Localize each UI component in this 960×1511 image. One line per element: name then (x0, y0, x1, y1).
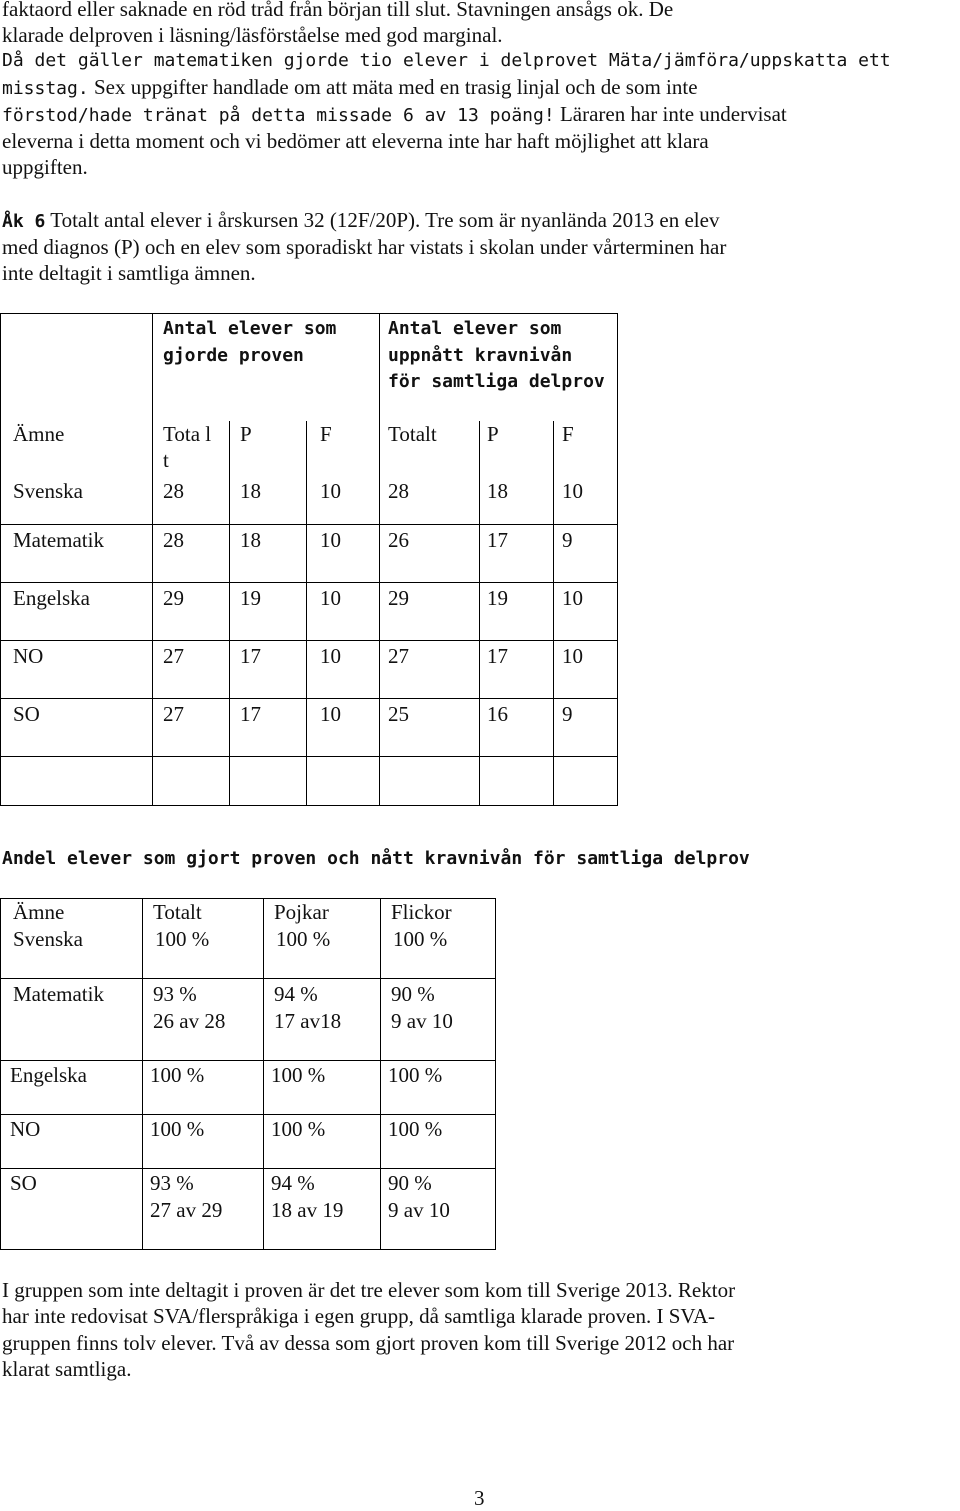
intro-line: klarade delproven i läsning/läsförståelse med god marginal. (2, 23, 503, 47)
table-row: Engelska 100 % 100 % 100 % (1, 1061, 496, 1115)
intro-line: uppgiften. (2, 155, 88, 179)
col-header-f2: F (554, 421, 618, 478)
table-row: NO 27 17 10 27 17 10 (1, 641, 618, 699)
intro-line: misstag. Sex uppgifter handlade om att mäta med en trasig linjal och de som inte (2, 75, 698, 99)
ak6-label: Åk 6 (2, 211, 46, 232)
share-table (0, 898, 496, 1250)
section-heading: Andel elever som gjort proven och nått kravnivån för samtliga delprov (2, 848, 750, 869)
table-row: NO 100 % 100 % 100 % (1, 1115, 496, 1169)
table-row: Svenska 100 % 100 % 100 % (1, 926, 496, 979)
intro-line: förstod/hade tränat på detta missade 6 av 13 poäng! Läraren har inte undervisat (2, 102, 787, 126)
page-number: 3 (474, 1486, 485, 1510)
intro-line: faktaord eller saknade en röd tråd från början till slut. Stavningen ansågs ok. De (2, 0, 674, 21)
col-header-girls: Flickor (381, 899, 496, 926)
table-row: SO 27 17 10 25 16 9 (1, 699, 618, 757)
table-row: SO 93 % 27 av 29 94 % 18 av 19 90 % 9 av 10 (1, 1169, 496, 1250)
intro-line: Då det gäller matematiken gjorde tio elever i delprovet Mäta/jämföra/uppskatta ett (2, 50, 891, 71)
group-header-took-tests: Antal elever som gjorde proven (153, 314, 380, 421)
col-header-subject: Ämne (1, 421, 153, 478)
col-header-boys: Pojkar (264, 899, 381, 926)
results-table (0, 313, 618, 806)
col-header-p: P (230, 421, 307, 478)
intro-line: eleverna i detta moment och vi bedömer att eleverna inte har haft möjlighet att klara (2, 129, 709, 153)
table-row: Svenska 28 18 10 28 18 10 (1, 478, 618, 525)
table-row: Engelska 29 19 10 29 19 10 (1, 583, 618, 641)
group-header-reached-level: Antal elever som uppnått kravnivån för samtliga delprov (380, 314, 618, 421)
col-header-p2: P (480, 421, 554, 478)
col-header-f: F (307, 421, 380, 478)
col-header-total2: Totalt (380, 421, 480, 478)
table-row: Matematik 93 % 26 av 28 94 % 17 av18 90 % 9 av 10 (1, 979, 496, 1061)
table-row: Matematik 28 18 10 26 17 9 (1, 525, 618, 583)
col-header-total: Totalt (143, 899, 264, 926)
col-header-subject: Ämne (1, 899, 143, 926)
table-row-empty (1, 757, 618, 806)
col-header-total: Tota lt (153, 421, 230, 478)
